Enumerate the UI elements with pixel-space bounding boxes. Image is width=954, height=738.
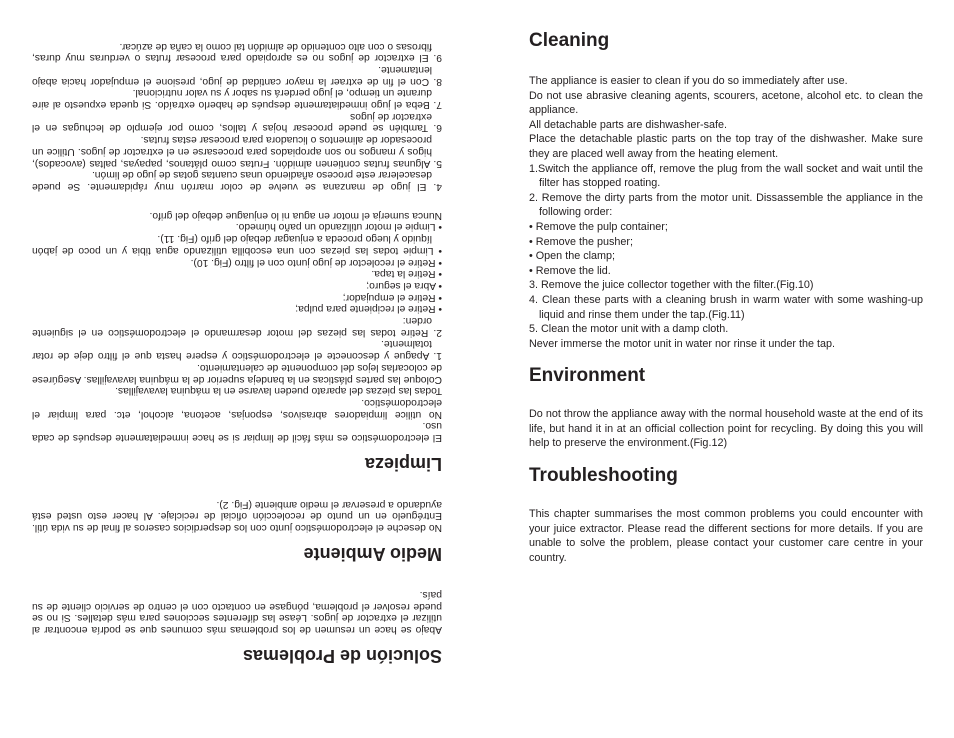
- spanish-tip-item: 9. El extractor de jugos no es apropiado para procesar frutas o verduras muy duras, fibrosas o con alto contenido de almidón tal como la caña de azúcar.: [32, 40, 442, 64]
- english-column: [529, 30, 923, 565]
- cleaning-step: 5. Clean the motor unit with a damp cloth.: [529, 323, 729, 336]
- spanish-cleaning-line: • Retire la tapa.: [371, 268, 442, 280]
- cleaning-bullet: • Remove the lid.: [529, 264, 611, 277]
- english-page: [477, 0, 954, 738]
- cleaning-line: Do not use abrasive cleaning agents, scourers, acetone, alcohol etc. to clean the appliance.: [529, 89, 923, 117]
- cleaning-heading: Cleaning: [529, 30, 610, 51]
- cleaning-line: Place the detachable plastic parts on the top tray of the dishwasher. Make sure they are placed well away from the heating element.: [529, 133, 923, 160]
- environment-text: Do not throw the appliance away with the normal household waste at the end of its life, but hand it in at an official collection point for recycling. By doing this you will help to preserve the environment.(Fig.12): [529, 408, 923, 450]
- spanish-content-rotated: [32, 40, 442, 673]
- troubleshooting-text: This chapter summarises the most common problems you could encounter with your juice extractor. Please read the different sections for more details. If you are unable to solve the problem, please contact your customer care centre in your country.: [529, 508, 923, 564]
- spanish-cleaning-line: 2. Retire todas las piezas del motor desarmando el electrodoméstico en el siguiente orden:: [32, 315, 442, 338]
- spanish-cleaning-line: El electrodoméstico es más fácil de limpiar si se hace inmediatamente después de cada uso.: [32, 420, 442, 444]
- spanish-cleaning-line: • Abra el seguro;: [366, 280, 442, 292]
- spanish-tip-item: 5. Algunas frutas contienen almidón. Frutas como plátanos, papayas, paltas (avocados), higos y mangos no son apropiados para procesarse en el extractor de jugos. Utilice un procesador de alimentos o licuadora para procesar estas frutas.: [32, 134, 442, 169]
- spanish-cleaning-line: No utilice limpiadores abrasivos, esponjas, acetona, alcohol, etc. para limpiar el electrodoméstico.: [32, 397, 442, 420]
- cleaning-line: The appliance is easier to clean if you do so immediately after use.: [529, 75, 848, 87]
- spanish-cleaning-line: • Limpie el motor utilizando un paño húmedo.: [235, 221, 442, 233]
- spanish-troubleshooting-heading: Solución de Problemas: [242, 646, 442, 667]
- cleaning-line: All detachable parts are dishwasher-safe.: [529, 118, 728, 131]
- spanish-cleaning-line: Coloque las partes plásticas en la bandeja superior de la máquina lavavajillas. Asegúrese de colocarlas lejos del componente de calentamiento.: [32, 361, 442, 385]
- spanish-cleaning-line: • Retire el recolector de jugo junto con el filtro (Fig. 10).: [190, 256, 442, 268]
- cleaning-bullet: • Remove the pusher;: [529, 235, 634, 248]
- spanish-cleaning-line: • Retire el empujador;: [342, 291, 442, 303]
- spanish-cleaning-line: • Retire el recipiente para pulpa;: [295, 303, 442, 315]
- spanish-tip-item: 7. Beba el jugo inmediatamente después de haberlo extraído. Si queda expuesto al aire durante un tiempo, el jugo perderá su sabor y su valor nutricional.: [32, 87, 442, 111]
- cleaning-step: 4. Clean these parts with a cleaning brush in warm water with some washing-up liquid and rinse them under the tap.(Fig.11): [529, 293, 923, 321]
- environment-heading: Environment: [529, 365, 646, 387]
- spanish-cleaning-line: Nunca sumerja el motor en agua ni lo enjuague debajo del grifo.: [149, 209, 442, 221]
- spanish-cleaning-line: • Limpie todas las piezas con una escobilla utilizando agua tibia y un poco de jabón líquido y luego proceda a enjuagar debajo del grifo (Fig. 11).: [32, 233, 442, 256]
- cleaning-step: 1.Switch the appliance off, remove the plug from the wall socket and wait until the filter has stopped roating.: [529, 162, 923, 190]
- cleaning-step: 2. Remove the dirty parts from the motor unit. Dissassemble the appliance in the following order:: [529, 191, 923, 219]
- cleaning-warning: Never immerse the motor unit in water nor rinse it under the tap.: [529, 337, 836, 350]
- spanish-environment-heading: Medio Ambiente: [303, 544, 442, 565]
- spanish-tip-item: 6. También se puede procesar hojas y tallos, como por ejemplo de lechugas en el extractor de jugos: [32, 110, 442, 134]
- cleaning-bullet: • Remove the pulp container;: [529, 220, 668, 233]
- spanish-cleaning-line: 1. Apague y desconecte el electrodoméstico y espere hasta que el filtro deje de rotar totalmente.: [32, 338, 442, 362]
- spanish-environment-text: No deseche el electrodoméstico junto con los desperdicios caseros al final de su vida útil. Entréguelo en un punto de recolección oficial de reciclaje. Al hacer esto usted está ayudando a preservar el medio ambiente (Fig. 2).: [32, 498, 442, 534]
- spanish-cleaning-line: Todas las piezas del aparato pueden lavarse en la máquina lavavajillas.: [115, 385, 442, 397]
- spanish-cleaning-heading: Limpieza: [364, 454, 442, 475]
- cleaning-bullet: • Open the clamp;: [529, 250, 616, 263]
- cleaning-step: 3. Remove the juice collector together with the filter.(Fig.10): [529, 279, 814, 292]
- spanish-tip-item: 8. Con el fin de extraer la mayor cantidad de jugo, presione el empujador hacia abajo lentamente.: [32, 64, 442, 87]
- troubleshooting-heading: Troubleshooting: [529, 465, 678, 487]
- spanish-tip-item: 4. El jugo de manzana se vuelve de color marrón muy rápidamente. Se puede desacelerar este proceso añadiendo unas cuantas gotas de jugo de limón.: [32, 169, 442, 193]
- spanish-troubleshooting-text: Abajo se hace un resumen de los problemas más comunes que se podría encontrar al utilizar el extractor de jugos. Léase las diferentes secciones para más detalles. Si no se puede resolver el problema, póngase en contacto con el centro de servicio cliente de su país.: [32, 589, 442, 636]
